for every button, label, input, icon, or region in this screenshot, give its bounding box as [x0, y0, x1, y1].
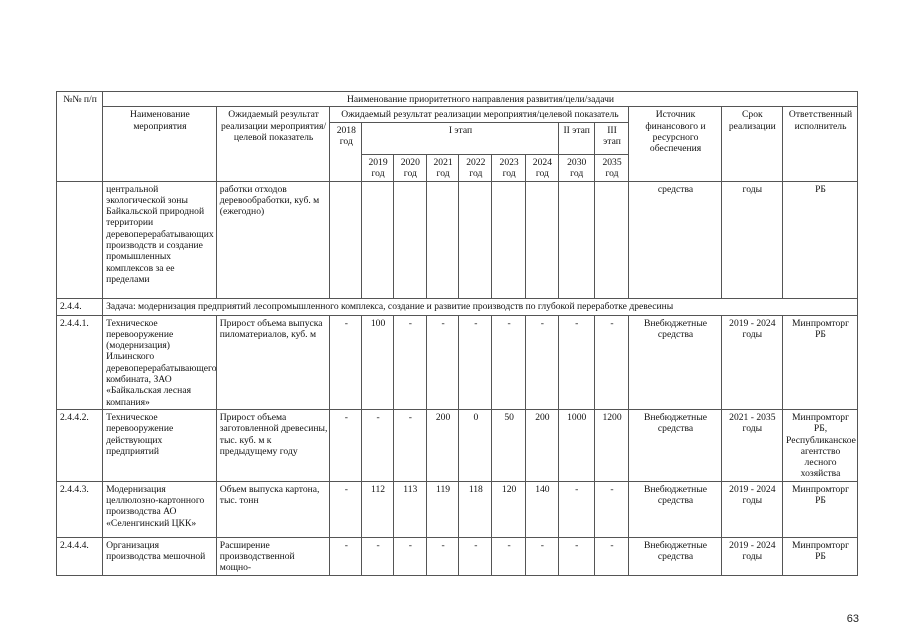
row-term: 2019 - 2024 годы [721, 537, 782, 575]
header-priority: Наименование приоритетного направления развития/цели/задачи [103, 92, 858, 107]
row-value: - [459, 315, 492, 409]
row-value: 113 [393, 481, 426, 537]
table-row [57, 315, 858, 409]
row-result: Прирост объема выпуска пиломатериалов, куб. м [216, 315, 330, 409]
row-value: 100 [362, 315, 394, 409]
header-year: 2019 год [362, 154, 394, 181]
row-value: - [426, 537, 459, 575]
row-value: 1000 [558, 409, 594, 481]
row-num: 2.4.4.4. [57, 537, 103, 575]
header-year: 2024 год [526, 154, 559, 181]
row-value: - [330, 315, 362, 409]
header-expected-result: Ожидаемый результат реализации мероприятия/целевой показатель [216, 107, 330, 181]
header-num: №№ п/п [57, 92, 103, 182]
row-num: 2.4.4.2. [57, 409, 103, 481]
row-value: - [393, 409, 426, 481]
row-value: - [558, 481, 594, 537]
row-value: - [330, 537, 362, 575]
program-table [56, 91, 858, 576]
row-value: 200 [526, 409, 559, 481]
row-value: 120 [492, 481, 526, 537]
row-value: 140 [526, 481, 559, 537]
table-row [57, 481, 858, 537]
row-value: - [362, 537, 394, 575]
row-value: - [426, 315, 459, 409]
continuation-term: годы [721, 181, 782, 298]
row-term: 2021 - 2035 годы [721, 409, 782, 481]
continuation-row [57, 181, 858, 298]
header-responsible: Ответственный исполнитель [783, 107, 858, 181]
row-value: - [492, 315, 526, 409]
row-name: Техническое перевооружение (модернизация) Ильинского деревоперерабатывающего комбината, ЗАО «Байкальская лесная компания» [103, 315, 217, 409]
row-value: 0 [459, 409, 492, 481]
header-year: 2021 год [426, 154, 459, 181]
row-value: - [594, 481, 629, 537]
row-value: - [526, 315, 559, 409]
row-source: Внебюджетные средства [629, 409, 721, 481]
row-name: Техническое перевооружение действующих предприятий [103, 409, 217, 481]
continuation-name: центральной экологической зоны Байкальской природной территории деревоперерабатывающих производств и создание промышленных комплексов за ее пределами [103, 181, 217, 298]
row-source: Внебюджетные средства [629, 537, 721, 575]
row-value: - [459, 537, 492, 575]
header-stage-3: III этап [594, 122, 629, 154]
row-num: 2.4.4.3. [57, 481, 103, 537]
header-expected-result-span: Ожидаемый результат реализации мероприятия/целевой показатель [330, 107, 629, 122]
task-text: Задача: модернизация предприятий лесопромышленного комплекса, создание и развитие производств по глубокой переработке древесины [103, 298, 858, 315]
header-year: 2035 год [594, 154, 629, 181]
header-stage-1: I этап [362, 122, 559, 154]
row-source: Внебюджетные средства [629, 315, 721, 409]
row-result: Расширение производственной мощно- [216, 537, 330, 575]
row-value: - [558, 315, 594, 409]
header-stage-2: II этап [558, 122, 594, 154]
row-result: Объем выпуска картона, тыс. тонн [216, 481, 330, 537]
row-value: - [492, 537, 526, 575]
row-term: 2019 - 2024 годы [721, 315, 782, 409]
continuation-result: работки отходов деревообработки, куб. м (ежегодно) [216, 181, 330, 298]
row-name: Модернизация целлюлозно-картонного производства АО «Селенгинский ЦКК» [103, 481, 217, 537]
header-2018: 2018 год [330, 122, 362, 181]
row-value: 118 [459, 481, 492, 537]
row-value: - [558, 537, 594, 575]
row-responsible: Минпромторг РБ [783, 537, 858, 575]
row-value: - [393, 315, 426, 409]
row-num: 2.4.4.1. [57, 315, 103, 409]
row-term: 2019 - 2024 годы [721, 481, 782, 537]
header-year: 2023 год [492, 154, 526, 181]
row-value: - [594, 315, 629, 409]
row-responsible: Минпромторг РБ [783, 315, 858, 409]
header-term: Срок реализации [721, 107, 782, 181]
header-year: 2020 год [393, 154, 426, 181]
row-value: - [330, 409, 362, 481]
task-row [57, 298, 858, 315]
row-value: 119 [426, 481, 459, 537]
header-year: 2022 год [459, 154, 492, 181]
table-row [57, 537, 858, 575]
table-row [57, 409, 858, 481]
header-name: Наименование мероприятия [103, 107, 217, 181]
row-value: - [594, 537, 629, 575]
row-source: Внебюджетные средства [629, 481, 721, 537]
continuation-responsible: РБ [783, 181, 858, 298]
row-value: 50 [492, 409, 526, 481]
row-result: Прирост объема заготовленной древесины, тыс. куб. м к предыдущему году [216, 409, 330, 481]
continuation-source: средства [629, 181, 721, 298]
row-responsible: Минпромторг РБ, Республиканское агентство лесного хозяйства [783, 409, 858, 481]
row-value: 112 [362, 481, 394, 537]
row-value: 200 [426, 409, 459, 481]
row-value: - [330, 481, 362, 537]
row-value: - [362, 409, 394, 481]
header-source: Источник финансового и ресурсного обеспечения [629, 107, 721, 181]
row-responsible: Минпромторг РБ [783, 481, 858, 537]
row-value: - [526, 537, 559, 575]
row-name: Организация производства мешочной [103, 537, 217, 575]
row-value: 1200 [594, 409, 629, 481]
row-value: - [393, 537, 426, 575]
task-num: 2.4.4. [57, 298, 103, 315]
header-year: 2030 год [558, 154, 594, 181]
page-number: 63 [846, 613, 859, 625]
